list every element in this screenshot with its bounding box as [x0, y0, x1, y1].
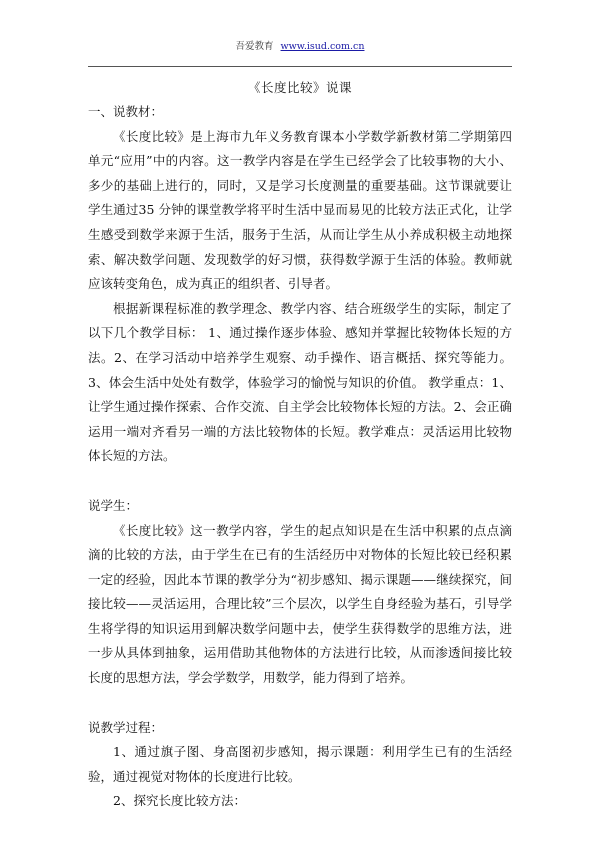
- header-divider: [88, 66, 512, 67]
- students-paragraph-1: 《长度比较》这一教学内容，学生的起点知识是在生活中积累的点点滴滴的比较的方法，由于学生在已有的生活经历中对物体的长短比较已经积累一定的经验，因此本节课的教学分为“初步感知、揭示课题——继续探究，间接比较——灵活运用，合理比较”三个层次，以学生自身经验为基石，引导学生将学得的知识运用到解决数学问题中去，使学生获得数学的思维方法，进一步从具体到抽象，运用借助其他物体的方法进行比较，从而渗透间接比较长度的思想方法，学会学数学，用数学，能力得到了培养。: [88, 522, 512, 686]
- section-gap: [88, 691, 512, 716]
- document-title: 《长度比较》说课: [247, 80, 352, 95]
- process-paragraph-1: 1、通过旗子图、身高图初步感知，揭示课题：利用学生已有的生活经验，通过视觉对物体的长度进行比较。: [88, 744, 512, 784]
- section-heading-students: 说学生：: [88, 497, 139, 513]
- section-gap: [88, 469, 512, 494]
- document-body: [88, 100, 512, 814]
- header-brand: 吾爱教育: [235, 41, 274, 52]
- textbook-paragraph-1: 《长度比较》是上海市九年义务教育课本小学数学新教材第二学期第四单元“应用”中的内容。这一教学内容是在学生已经学会了比较事物的大小、多少的基础上进行的，同时，又是学习长度测量的重要基础。这节课就要让学生通过35 分钟的课堂教学将平时生活中显而易见的比较方法正式化，让学生感受到数学来源于生活，服务于生活，从而让学生从小养成积极主动地探索、解决数学问题、发现数学的好习惯，获得数学源于生活的体验。教师就应该转变角色，成为真正的组织者、引导者。: [88, 128, 512, 292]
- header-site-link[interactable]: www.isud.com.cn: [280, 41, 365, 52]
- section-heading-textbook: 一、说教材：: [88, 104, 164, 119]
- textbook-paragraph-2: 根据新课程标准的教学理念、教学内容、结合班级学生的实际，制定了以下几个教学目标： 1、通过操作逐步体验、感知并掌握比较物体长短的方法。2、在学习活动中培养学生观察、动手操作、语言概括、探究等能力。3、体会生活中处处有数学，体验学习的愉悦与知识的价值。 教学重点：1、让学生通过操作探索、合作交流、自主学会比较物体长短的方法。2、会正确运用一端对齐看另一端的方法比较物体的长短。教学难点：灵活运用比较物体长短的方法。: [88, 300, 512, 464]
- page-header: [0, 38, 600, 52]
- process-paragraph-2: 2、探究长度比较方法：: [113, 793, 246, 809]
- section-heading-process: 说教学过程：: [88, 719, 164, 735]
